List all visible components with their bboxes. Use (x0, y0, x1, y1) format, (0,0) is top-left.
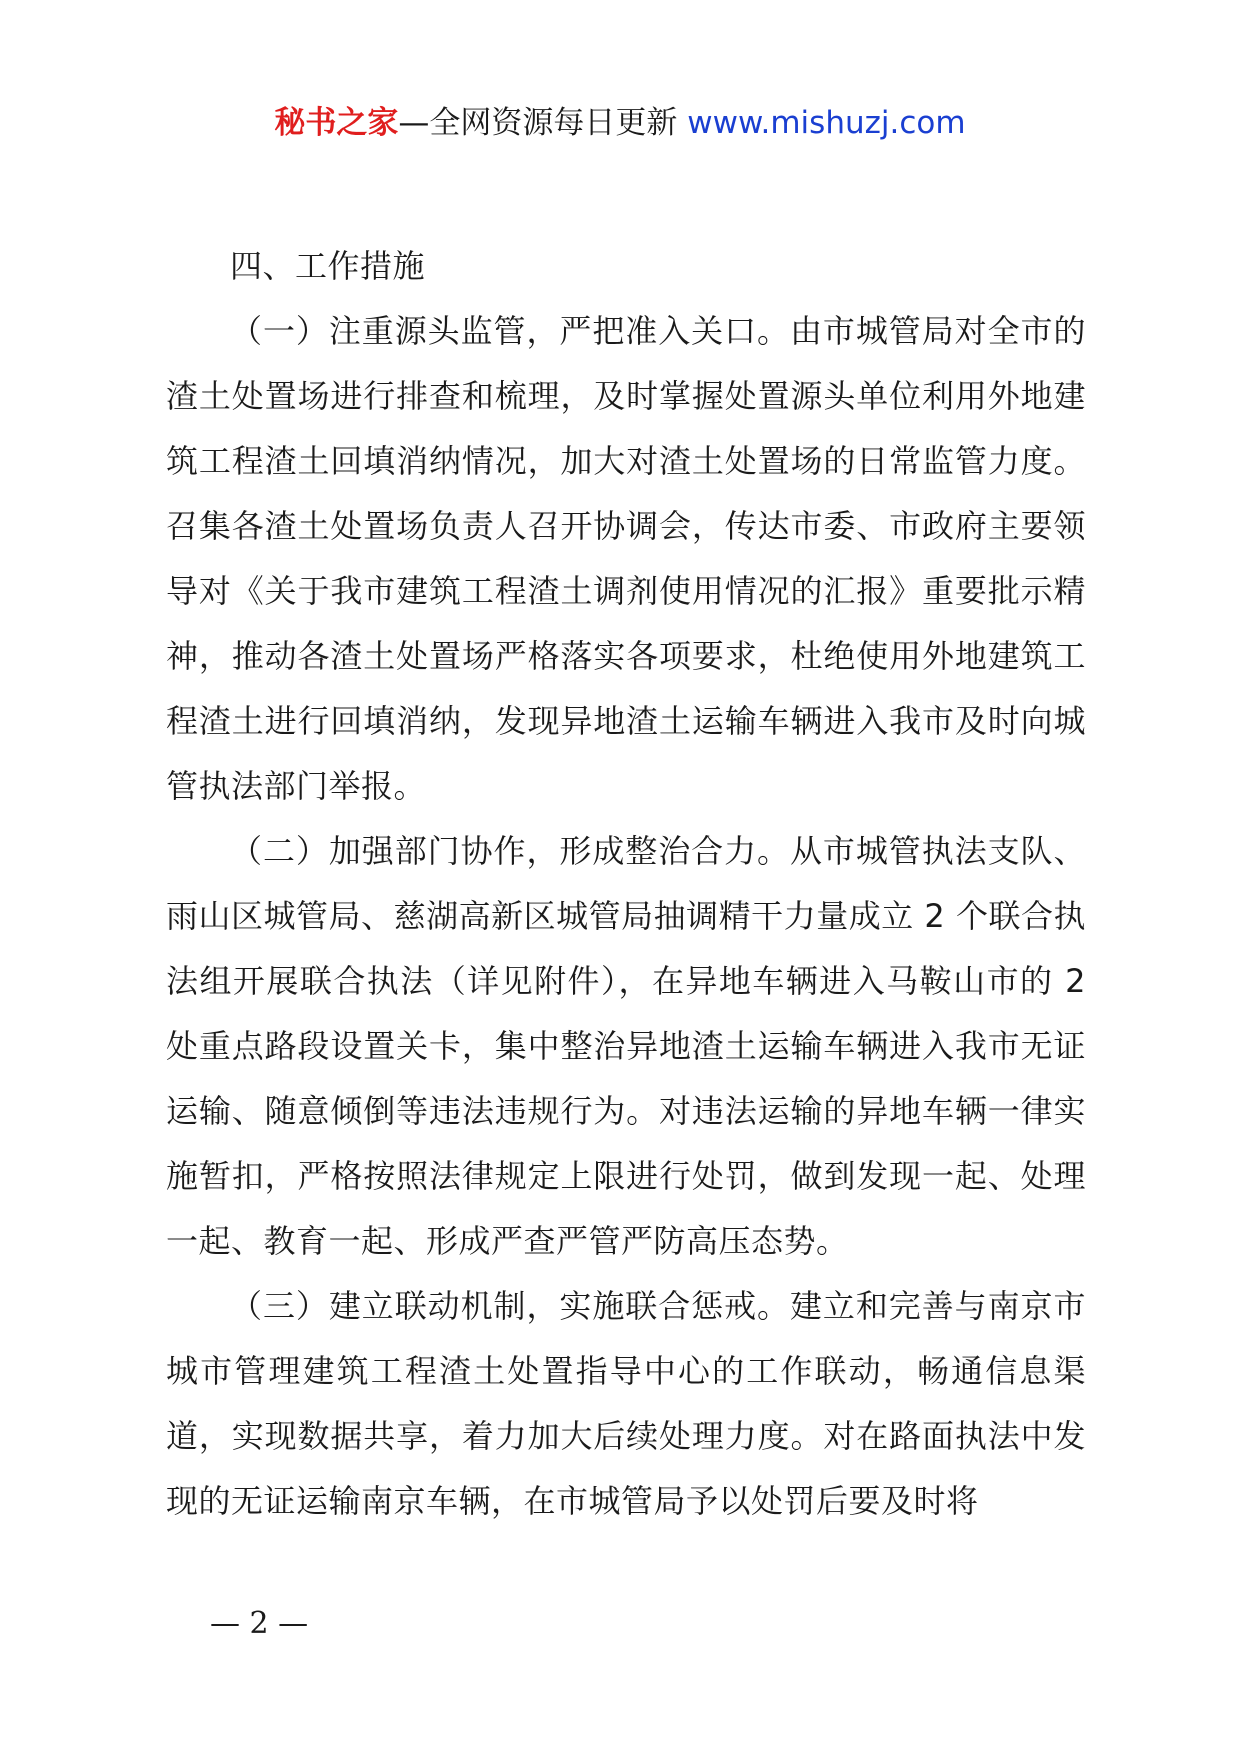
site-url-link[interactable]: www.mishuzj.com (687, 105, 966, 141)
site-brand: 秘书之家 (274, 105, 399, 141)
paragraph-3: （三）建立联动机制，实施联合惩戒。建立和完善与南京市城市管理建筑工程渣土处置指导中心的工作联动，畅通信息渠道，实现数据共享，着力加大后续处理力度。对在路面执法中发现的无证运输南京车辆，在市城管局予以处罚后要及时将 (166, 1287, 1086, 1520)
paragraph-2: （二）加强部门协作，形成整治合力。从市城管执法支队、雨山区城管局、慈湖高新区城管局抽调精干力量成立 2 个联合执法组开展联合执法（详见附件），在异地车辆进入马鞍山市的 2 处重点路段设置关卡，集中整治异地渣土运输车辆进入我市无证运输、随意倾倒等违法违规行为。对违法运输的异地车辆一律实施暂扣，严格按照法律规定上限进行处罚，做到发现一起、处理一起、教育一起、形成严查严管严防高压态势。 (166, 832, 1086, 1260)
site-header (0, 100, 1240, 146)
paragraph-1: （一）注重源头监管，严把准入关口。由市城管局对全市的渣土处置场进行排查和梳理，及时掌握处置源头单位利用外地建筑工程渣土回填消纳情况，加大对渣土处置场的日常监管力度。召集各渣土处置场负责人召开协调会，传达市委、市政府主要领导对《关于我市建筑工程渣土调剂使用情况的汇报》重要批示精神，推动各渣土处置场严格落实各项要求，杜绝使用外地建筑工程渣土进行回填消纳，发现异地渣土运输车辆进入我市及时向城管执法部门举报。 (166, 312, 1086, 805)
document-body (166, 234, 1086, 1534)
site-slogan: —全网资源每日更新 (398, 105, 688, 141)
page-number: — 2 — (210, 1606, 309, 1641)
section-heading: 四、工作措施 (230, 247, 426, 285)
